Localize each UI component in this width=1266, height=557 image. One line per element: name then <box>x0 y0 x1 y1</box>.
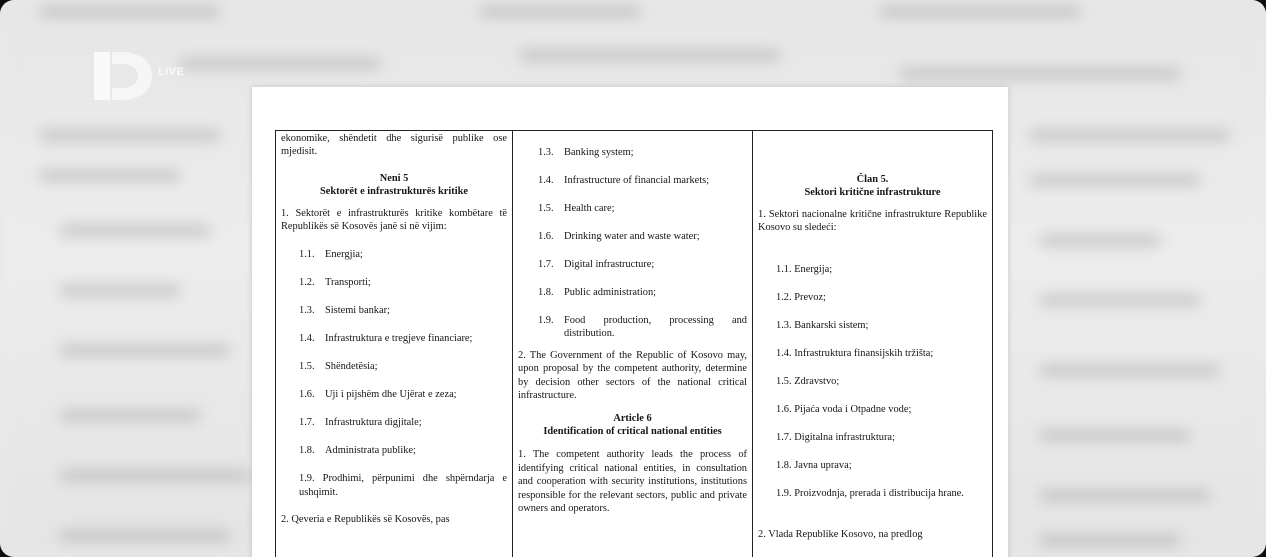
serbian-paragraph-1: 1. Sektori nacionalne kritične infrastrukture Republike Kosovo su sledeći: <box>758 208 987 234</box>
english-item: 1.5. Health care; <box>538 203 615 214</box>
serbian-item: 1.1. Energija; <box>776 263 833 275</box>
albanian-article-title: Sektorët e infrastrukturës kritike <box>319 186 469 198</box>
serbian-item: 1.7. Digitalna infrastruktura; <box>776 431 895 443</box>
serbian-item: 1.5. Zdravstvo; <box>776 375 840 387</box>
serbian-item: 1.3. Bankarski sistem; <box>776 319 869 331</box>
trilingual-law-table <box>275 130 993 557</box>
english-paragraph-2: 2. The Government of the Republic of Kosovo may, upon proposal by the competent authority, determine by decision other sectors of the national critical infrastructure. <box>518 350 747 402</box>
live-label: LIVE <box>158 66 185 78</box>
albanian-paragraph-1: 1. Sektorët e infrastrukturës kritike kombëtare të Republikës së Kosovës janë si në vijim: <box>281 207 507 233</box>
albanian-item: 1.7. Infrastruktura digjitale; <box>299 417 422 429</box>
serbian-item: 1.9. Proizvodnja, prerada i distribucija hrane. <box>776 487 964 499</box>
albanian-item: 1.8. Administrata publike; <box>299 445 416 457</box>
albanian-article-number: Neni 5 <box>379 172 409 184</box>
english-article-6-paragraph-1: 1. The competent authority leads the process of identifying critical national entities, in consultation and cooperation with security institutions, institutions responsible for the relevant sectors, public and private owners and operators. <box>518 449 747 515</box>
albanian-item: 1.5. Shëndetësia; <box>299 361 378 373</box>
serbian-article-number: Član 5. <box>856 174 889 185</box>
serbian-item: 1.2. Prevoz; <box>776 291 826 303</box>
albanian-item: 1.2. Transporti; <box>299 277 371 289</box>
albanian-item: 1.4. Infrastruktura e tregjeve financiare; <box>299 333 473 345</box>
albanian-paragraph-2: 2. Qeveria e Republikës së Kosovës, pas <box>281 514 450 526</box>
serbian-item: 1.4. Infrastruktura finansijskih tržišta; <box>776 347 934 359</box>
albanian-column <box>276 131 513 557</box>
english-item: 1.6. Drinking water and waste water; <box>538 231 700 242</box>
english-item: 1.3. Banking system; <box>538 147 634 158</box>
document-page <box>252 87 1008 557</box>
english-item: 1.9. Food production, processing and distribution. <box>538 315 747 340</box>
albanian-item: 1.9. Prodhimi, përpunimi dhe shpërndarja e ushqimit. <box>299 473 507 498</box>
serbian-item: 1.6. Pijaća voda i Otpadne vode; <box>776 403 912 415</box>
albanian-item: 1.1. Energjia; <box>299 249 363 261</box>
english-article-6-title: Identification of critical national entities <box>543 426 722 438</box>
english-item: 1.4. Infrastructure of financial markets; <box>538 175 710 186</box>
albanian-item: 1.6. Uji i pijshëm dhe Ujërat e zeza; <box>299 389 457 401</box>
english-item: 1.7. Digital infrastructure; <box>538 259 655 270</box>
english-item: 1.8. Public administration; <box>538 287 657 298</box>
english-article-6-number: Article 6 <box>613 412 652 424</box>
serbian-item: 1.8. Javna uprava; <box>776 459 852 471</box>
albanian-intro: ekonomike, shëndetit dhe sigurisë publike ose mjedisit. <box>281 133 507 158</box>
english-column <box>513 131 753 557</box>
albanian-item: 1.3. Sistemi bankar; <box>299 305 390 317</box>
channel-logo-icon <box>92 50 156 102</box>
serbian-paragraph-2: 2. Vlada Republike Kosovo, na predlog <box>758 528 923 540</box>
serbian-article-title: Sektori kritične infrastrukture <box>804 187 941 199</box>
serbian-column <box>753 131 992 557</box>
